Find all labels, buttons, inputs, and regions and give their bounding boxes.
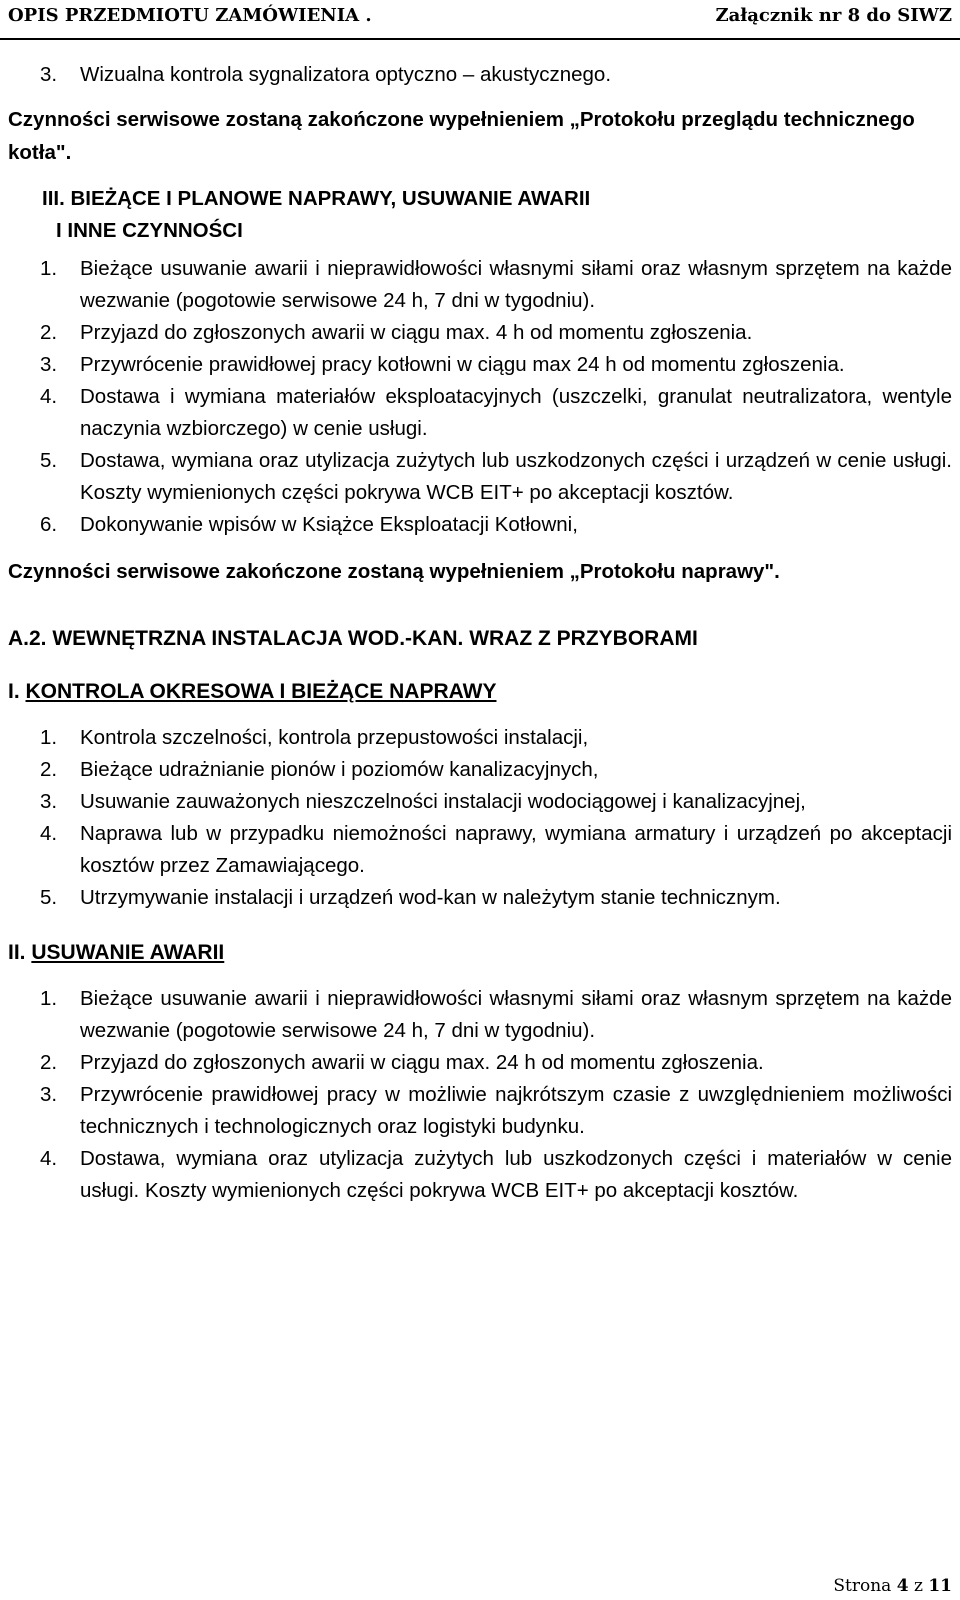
list-item: 2. Bieżące udrażnianie pionów i poziomów kanalizacyjnych,	[40, 758, 599, 781]
page-header	[0, 0, 960, 40]
list-item: 1. Bieżące usuwanie awarii i nieprawidłowości własnymi siłami oraz własnym sprzętem na każde wezwanie (pogotowie serwisowe 24 h, 7 dni w tygodniu).	[40, 257, 952, 312]
repair-protocol-note: Czynności serwisowe zakończone zostaną wypełnieniem „Protokołu naprawy".	[8, 560, 780, 583]
list-item: 5. Utrzymywanie instalacji i urządzeń wod-kan w należytym stanie technicznym.	[40, 886, 781, 909]
section-heading-ii: II. USUWANIE AWARII	[8, 941, 225, 964]
list-item: 6. Dokonywanie wpisów w Książce Eksploatacji Kotłowni,	[40, 513, 578, 536]
section-ii-list	[8, 983, 952, 1207]
list-item: 3. Przywrócenie prawidłowej pracy w możliwie najkrótszym czasie z uwzględnieniem możliwości technicznych i technologicznych oraz logistyki budynku.	[40, 1083, 952, 1138]
document-body	[8, 55, 952, 1207]
list-item: 4. Dostawa, wymiana oraz utylizacja zużytych lub uszkodzonych części i materiałów w cenie usługi. Koszty wymienionych części pokrywa WCB EIT+ po akceptacji kosztów.	[40, 1147, 952, 1202]
list-item: 3. Usuwanie zauważonych nieszczelności instalacji wodociągowej i kanalizacyjnej,	[40, 790, 806, 813]
protocol-note: Czynności serwisowe zostaną zakończone wypełnieniem „Protokołu przeglądu technicznego kotła".	[8, 108, 915, 164]
list-item: 3. Wizualna kontrola sygnalizatora optyczno – akustycznego.	[40, 63, 612, 86]
list-item: 5. Dostawa, wymiana oraz utylizacja zużytych lub uszkodzonych części i urządzeń w cenie usługi. Koszty wymienionych części pokrywa WCB EIT+ po akceptacji kosztów.	[40, 449, 952, 504]
list-item: 2. Przyjazd do zgłoszonych awarii w ciągu max. 24 h od momentu zgłoszenia.	[40, 1051, 764, 1074]
header-title: OPIS PRZEDMIOTU ZAMÓWIENIA .	[8, 5, 372, 26]
list-item: 1. Bieżące usuwanie awarii i nieprawidłowości własnymi siłami oraz własnym sprzętem na każde wezwanie (pogotowie serwisowe 24 h, 7 dni w tygodniu).	[40, 987, 952, 1042]
header-attachment: Załącznik nr 8 do SIWZ	[715, 5, 952, 26]
list-item: 1. Kontrola szczelności, kontrola przepustowości instalacji,	[40, 726, 589, 749]
list-item: 3. Przywrócenie prawidłowej pracy kotłowni w ciągu max 24 h od momentu zgłoszenia.	[40, 353, 845, 376]
section-heading-i: I. KONTROLA OKRESOWA I BIEŻĄCE NAPRAWY	[8, 680, 497, 703]
section-i-list	[8, 722, 952, 914]
page-number: Strona 4 z 11	[833, 1576, 952, 1596]
section-iii-list	[8, 253, 952, 541]
list-item: 2. Przyjazd do zgłoszonych awarii w ciągu max. 4 h od momentu zgłoszenia.	[40, 321, 753, 344]
section-heading-iii: III. BIEŻĄCE I PLANOWE NAPRAWY, USUWANIE AWARII I INNE CZYNNOŚCI	[42, 187, 591, 242]
section-a2-title: A.2. WEWNĘTRZNA INSTALACJA WOD.-KAN. WRAZ Z PRZYBORAMI	[8, 627, 698, 650]
list-item: 4. Naprawa lub w przypadku niemożności naprawy, wymiana armatury i urządzeń po akceptacji kosztów przez Zamawiającego.	[40, 822, 952, 877]
list-item: 4. Dostawa i wymiana materiałów eksploatacyjnych (uszczelki, granulat neutralizatora, wentyle naczynia wzbiorczego) w cenie usługi.	[40, 385, 952, 440]
